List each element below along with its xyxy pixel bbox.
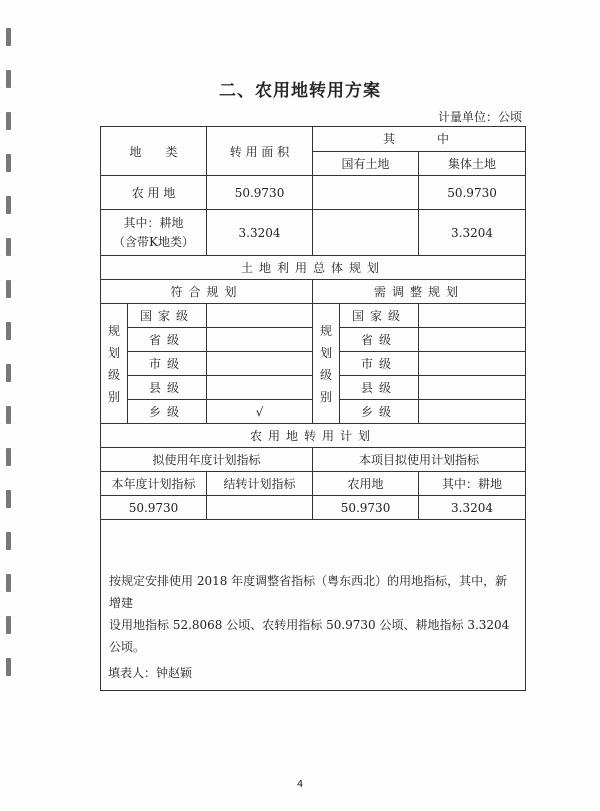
plan-level-label-right: 规 划 级 别 — [313, 304, 340, 424]
row-cultivated-collective: 3.3204 — [419, 210, 526, 256]
conversion-this-year-header: 本年度计划指标 — [101, 472, 207, 496]
plan-conform-township: √ — [207, 400, 313, 424]
note-line-1: 按规定安排使用 2018 年度调整省指标（粤东西北）的用地指标，其中，新增建 — [109, 574, 508, 610]
plan-conform-header: 符合规划 — [101, 280, 313, 304]
plan-level-label-left: 规 划 级 别 — [101, 304, 128, 424]
plan-adjust-header: 需调整规划 — [313, 280, 526, 304]
plan-conform-province — [207, 328, 313, 352]
row-agri-collective: 50.9730 — [419, 176, 526, 210]
plan-conform-city — [207, 352, 313, 376]
row-cultivated-label-line2: （含带K地类） — [113, 234, 194, 249]
header-area: 转 用 面 积 — [207, 127, 313, 176]
header-state-land: 国有土地 — [313, 151, 419, 176]
header-of-which: 其 中 — [313, 127, 526, 152]
plan-conform-national — [207, 304, 313, 328]
row-cultivated-label — [101, 210, 207, 256]
row-agri-state — [313, 176, 419, 210]
plan-adjust-level-county: 县级 — [340, 376, 419, 400]
row-cultivated-state — [313, 210, 419, 256]
form-filler: 填表人：钟赵颖 — [108, 666, 193, 680]
conversion-table — [100, 126, 526, 691]
plan-adjust-level-province: 省级 — [340, 328, 419, 352]
row-cultivated-area: 3.3204 — [207, 210, 313, 256]
row-agri-area: 50.9730 — [207, 176, 313, 210]
plan-level-province: 省级 — [128, 328, 207, 352]
plan-adjust-county — [419, 376, 526, 400]
conversion-carry-over-header: 结转计划指标 — [207, 472, 313, 496]
plan-adjust-township — [419, 400, 526, 424]
plan-adjust-city — [419, 352, 526, 376]
note-line-2: 设用地指标 52.8068 公顷、农转用指标 50.9730 公顷、耕地指标 3.3204 公顷。 — [109, 618, 510, 654]
plan-adjust-province — [419, 328, 526, 352]
page-number: 4 — [296, 779, 304, 790]
plan-adjust-level-city: 市级 — [340, 352, 419, 376]
row-cultivated-label-line1: 其中：耕地 — [123, 215, 184, 230]
plan-adjust-national — [419, 304, 526, 328]
conversion-agri-header: 农用地 — [313, 472, 419, 496]
conversion-cultivated-header: 其中：耕地 — [419, 472, 526, 496]
plan-level-township: 乡级 — [128, 400, 207, 424]
plan-level-national: 国家级 — [128, 304, 207, 328]
conversion-this-year-value: 50.9730 — [101, 496, 207, 520]
conversion-carry-over-value — [207, 496, 313, 520]
plan-adjust-level-township: 乡级 — [340, 400, 419, 424]
plan-level-city: 市级 — [128, 352, 207, 376]
plan-level-county: 县级 — [128, 376, 207, 400]
row-agri-label: 农 用 地 — [101, 176, 207, 210]
plan-adjust-level-national: 国家级 — [340, 304, 419, 328]
plan-conform-county — [207, 376, 313, 400]
measurement-unit: 计量单位：公顷 — [437, 110, 522, 124]
header-land-type: 地 类 — [101, 127, 207, 176]
conversion-title: 农用地转用计划 — [101, 424, 526, 448]
conversion-annual-indicator: 拟使用年度计划指标 — [101, 448, 313, 472]
header-collective-land: 集体土地 — [419, 151, 526, 176]
plan-title: 土地利用总体规划 — [101, 256, 526, 280]
binding-holes — [6, 28, 16, 700]
page-title: 二、农用地转用方案 — [219, 81, 381, 101]
conversion-cultivated-value: 3.3204 — [419, 496, 526, 520]
conversion-project-indicator: 本项目拟使用计划指标 — [313, 448, 526, 472]
conversion-agri-value: 50.9730 — [313, 496, 419, 520]
